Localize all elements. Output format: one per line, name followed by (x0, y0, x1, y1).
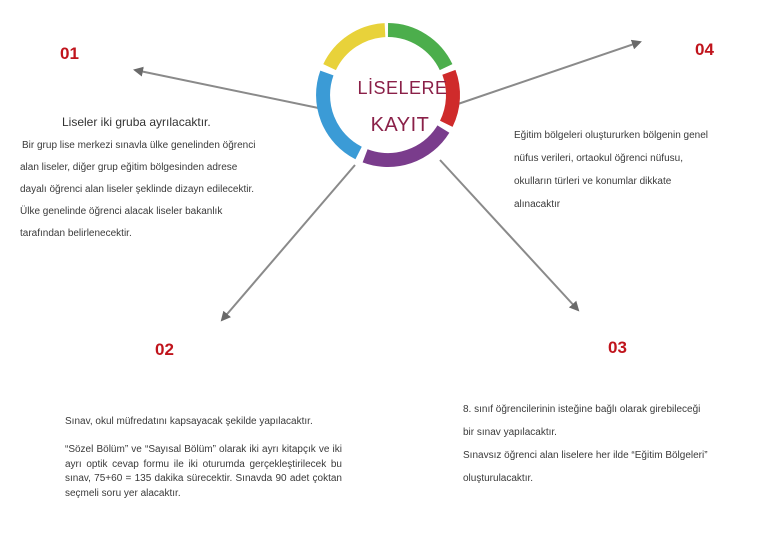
block-01-line-3: dayalı öğrenci alan liseler şeklinde dizayn edilecektir. (20, 184, 255, 195)
block-01-heading: Liseler iki gruba ayrılacaktır. (62, 115, 211, 129)
block-01-line-2: alan liseler, diğer grup eğitim bölgesinden adrese (20, 162, 238, 173)
block-04-line-2: nüfus verileri, ortaokul öğrenci nüfusu, (514, 153, 683, 164)
block-04-line-3: okulların türleri ve konumlar dikkate (514, 176, 672, 187)
block-03-text (463, 400, 763, 488)
block-01-number: 01 (60, 44, 79, 63)
block-01-text (20, 136, 282, 243)
block-03-line-4: oluşturulacaktır. (463, 473, 534, 484)
center-subtitle: KAYIT (370, 114, 430, 136)
block-01-line-5: tarafından belirlenecektir. (20, 228, 132, 239)
block-02-text (65, 412, 350, 501)
block-03-line-1: 8. sınıf öğrencilerinin isteğine bağlı olarak girebileceği (463, 404, 701, 415)
block-04-line-1: Eğitim bölgeleri oluştururken bölgenin genel (514, 130, 709, 141)
block-02-line-1: Sınav, okul müfredatını kapsayacak şekilde yapılacaktır. (65, 416, 313, 427)
ring-segment-yellow (330, 30, 385, 67)
block-02-line-2: “Sözel Bölüm” ve “Sayısal Bölüm” olarak iki ayrı kitapçık ve iki ayrı optik cevap formu ile iki oturumda gerçekleştirilecek bu sınav, 75+60 = 135 dakika sürecektir. Sınavda 90 adet çoktan seçmeli soru yer alacaktır. (65, 444, 342, 499)
arrow-to-01 (135, 70, 328, 110)
arrow-to-04 (455, 42, 640, 105)
block-04-text (514, 126, 754, 214)
ring-segment-green (388, 30, 446, 67)
block-01-line-4: Ülke genelinde öğrenci alacak liseler bakanlık (20, 206, 223, 217)
block-04-number: 04 (695, 40, 714, 59)
block-03-line-3: Sınavsız öğrenci alan liselere her ilde “Eğitim Bölgeleri” (463, 450, 708, 461)
block-01-line-1: Bir grup lise merkezi sınavla ülke genelinden öğrenci (22, 140, 256, 151)
block-04-line-4: alınacaktır (514, 199, 561, 210)
center-title: LİSELERE (357, 78, 448, 98)
ring-segment-blue (323, 73, 359, 153)
block-03-line-2: bir sınav yapılacaktır. (463, 427, 557, 438)
block-02-number: 02 (155, 340, 174, 359)
block-03-number: 03 (608, 338, 627, 357)
